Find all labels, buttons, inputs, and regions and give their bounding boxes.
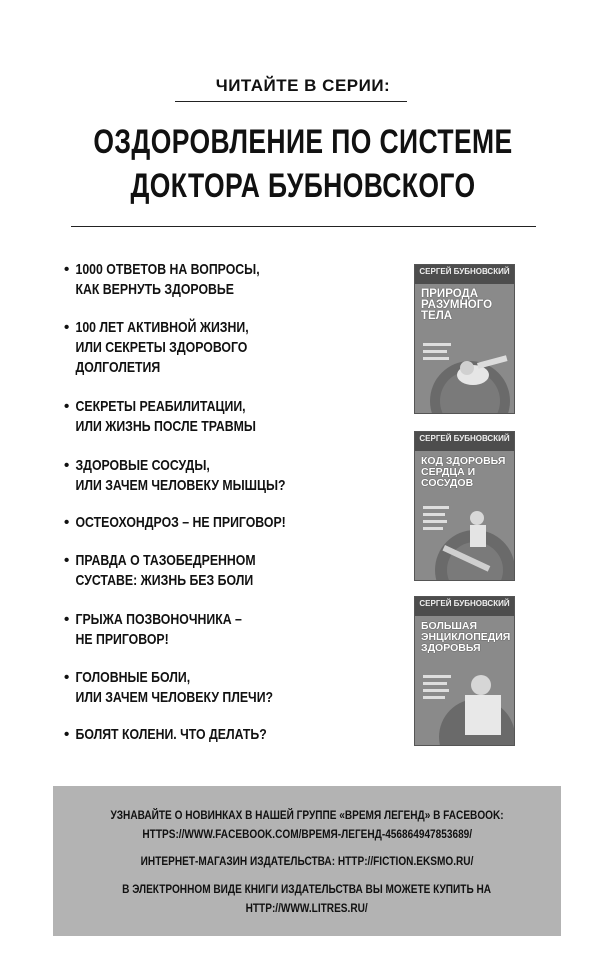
cover-title-line: ПРИРОДА (421, 288, 479, 300)
book-item (64, 551, 394, 591)
book-item (64, 260, 394, 300)
book-title-line: КАК ВЕРНУТЬ ЗДОРОВЬЕ (75, 281, 234, 298)
book-title-line: ПРАВДА О ТАЗОБЕДРЕННОМ (75, 552, 256, 569)
book-title-line: ИЛИ ЗАЧЕМ ЧЕЛОВЕКУ МЫШЦЫ? (75, 477, 286, 494)
info-litres-link[interactable] (53, 899, 561, 918)
bullet-icon: • (64, 669, 70, 686)
book-title-line: ДОЛГОЛЕТИЯ (75, 359, 161, 376)
shop-url-link[interactable]: ИНТЕРНЕТ-МАГАЗИН ИЗДАТЕЛЬСТВА: HTTP://FICTION.EKSMO.RU/ (140, 854, 474, 868)
book-cover-3 (414, 596, 515, 746)
divider-long (71, 226, 536, 227)
info-ebook-text (53, 880, 561, 899)
series-title (0, 120, 606, 208)
book-item (64, 610, 394, 650)
book-title-line: ИЛИ ЗАЧЕМ ЧЕЛОВЕКУ ПЛЕЧИ? (75, 689, 274, 706)
series-title-line-2: ДОКТОРА БУБНОВСКОГО (130, 167, 476, 205)
bullet-icon: • (64, 514, 70, 531)
series-title-line-1: ОЗДОРОВЛЕНИЕ ПО СИСТЕМЕ (93, 123, 513, 161)
bullet-icon: • (64, 726, 70, 743)
cover-title-line: РАЗУМНОГО (421, 299, 493, 311)
book-item (64, 318, 394, 378)
cover-title-line: БОЛЬШАЯ (421, 620, 478, 632)
cover-title-line: СОСУДОВ (421, 477, 474, 489)
bullet-icon: • (64, 552, 70, 569)
cover-author-text: СЕРГЕЙ БУБНОВСКИЙ (419, 267, 510, 276)
bullet-icon: • (64, 611, 70, 628)
info-box (53, 786, 561, 936)
cover-title-line: КОД ЗДОРОВЬЯ (421, 455, 506, 467)
info-line: УЗНАВАЙТЕ О НОВИНКАХ В НАШЕЙ ГРУППЕ «ВРЕМЯ ЛЕГЕНД» В FACEBOOK: (110, 808, 504, 822)
info-line: В ЭЛЕКТРОННОМ ВИДЕ КНИГИ ИЗДАТЕЛЬСТВА ВЫ МОЖЕТЕ КУПИТЬ НА (122, 882, 492, 896)
bullet-icon: • (64, 398, 70, 415)
book-title-line: ЗДОРОВЫЕ СОСУДЫ, (75, 457, 210, 474)
book-cover-1 (414, 264, 515, 414)
book-title-line: ИЛИ ЖИЗНЬ ПОСЛЕ ТРАВМЫ (75, 418, 256, 435)
cover-photo-icon (415, 655, 515, 745)
book-cover-2 (414, 431, 515, 581)
book-title-line: НЕ ПРИГОВОР! (75, 631, 169, 648)
cover-title (415, 284, 514, 322)
facebook-url-link[interactable]: HTTPS://WWW.FACEBOOK.COM/ВРЕМЯ-ЛЕГЕНД-456864947853689/ (142, 827, 472, 841)
info-facebook-link[interactable] (53, 825, 561, 844)
cover-title (415, 616, 514, 654)
book-item (64, 513, 394, 533)
book-item (64, 668, 394, 708)
cover-author (415, 265, 514, 284)
book-item (64, 397, 394, 437)
book-title-line: ИЛИ СЕКРЕТЫ ЗДОРОВОГО (75, 339, 248, 356)
book-title-line: ОСТЕОХОНДРОЗ – НЕ ПРИГОВОР! (75, 514, 286, 531)
bullet-icon: • (64, 261, 70, 278)
book-item (64, 456, 394, 496)
bullet-icon: • (64, 457, 70, 474)
book-title-line: СУСТАВЕ: ЖИЗНЬ БЕЗ БОЛИ (75, 572, 254, 589)
cover-title (415, 451, 514, 489)
book-title-line: 1000 ОТВЕТОВ НА ВОПРОСЫ, (75, 261, 260, 278)
series-label: ЧИТАЙТЕ В СЕРИИ: (215, 76, 391, 95)
info-shop-text (53, 852, 561, 871)
book-title-line: БОЛЯТ КОЛЕНИ. ЧТО ДЕЛАТЬ? (75, 726, 267, 743)
cover-author-text: СЕРГЕЙ БУБНОВСКИЙ (419, 434, 510, 443)
info-facebook-text (53, 806, 561, 825)
cover-author (415, 597, 514, 616)
cover-photo-icon (415, 490, 515, 580)
book-title-line: СЕКРЕТЫ РЕАБИЛИТАЦИИ, (75, 398, 246, 415)
book-title-line: ГРЫЖА ПОЗВОНОЧНИКА – (75, 611, 242, 628)
book-title-line: ГОЛОВНЫЕ БОЛИ, (75, 669, 191, 686)
cover-author-text: СЕРГЕЙ БУБНОВСКИЙ (419, 599, 510, 608)
litres-url-link[interactable]: HTTP://WWW.LITRES.RU/ (245, 901, 369, 915)
cover-title-line: ЭНЦИКЛОПЕДИЯ (421, 631, 511, 643)
book-item (64, 725, 394, 745)
cover-title-line: ТЕЛА (421, 310, 453, 322)
bullet-icon: • (64, 319, 70, 336)
cover-author (415, 432, 514, 451)
cover-photo-icon (415, 323, 515, 413)
divider-short (175, 101, 407, 102)
cover-title-line: ЗДОРОВЬЯ (421, 642, 481, 654)
book-title-line: 100 ЛЕТ АКТИВНОЙ ЖИЗНИ, (75, 319, 249, 336)
cover-title-line: СЕРДЦА И (421, 466, 476, 478)
